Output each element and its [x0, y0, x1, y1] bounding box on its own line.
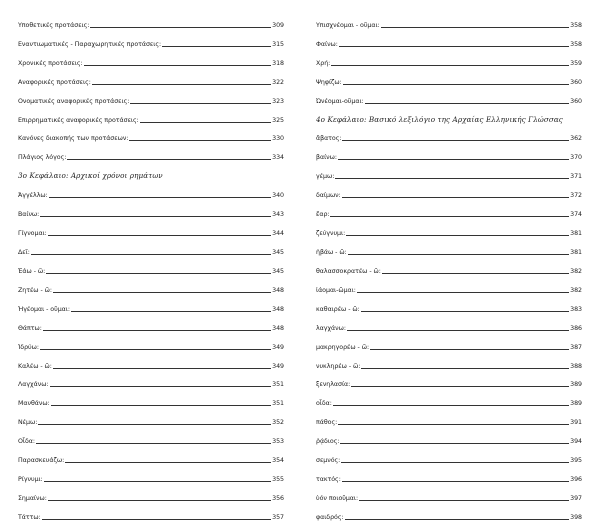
entry-label: ζεύγνυμι: — [316, 230, 346, 238]
page-number: 357 — [272, 513, 284, 521]
page-number: 344 — [272, 230, 284, 238]
toc-entry[interactable] — [18, 88, 284, 107]
leader-line — [65, 462, 271, 463]
page-number: 398 — [570, 513, 582, 521]
toc-entry[interactable] — [316, 163, 582, 182]
toc-entry[interactable] — [18, 466, 284, 485]
toc-entry[interactable] — [316, 372, 582, 391]
page-number: 334 — [272, 154, 284, 162]
toc-entry[interactable] — [18, 12, 284, 31]
leader-line — [31, 254, 271, 255]
page-number: 343 — [272, 211, 284, 219]
entry-label: Σημαίνω: — [18, 494, 47, 502]
entry-label: πάθος: — [316, 419, 338, 427]
entry-label: νυκληρέω - ῶ: — [316, 362, 361, 370]
toc-entry[interactable] — [316, 390, 582, 409]
toc-entry[interactable] — [18, 220, 284, 239]
entry-label: φαιδρός: — [316, 513, 344, 521]
page-number: 355 — [272, 476, 284, 484]
leader-line — [342, 140, 569, 141]
leader-line — [46, 273, 271, 274]
entry-label: Οἶδα: — [18, 438, 35, 446]
leader-line — [36, 443, 271, 444]
toc-entry[interactable] — [316, 126, 582, 145]
toc-entry[interactable] — [18, 69, 284, 88]
toc-entry[interactable] — [316, 182, 582, 201]
leader-line — [340, 443, 569, 444]
page-number: 330 — [272, 135, 284, 143]
entry-label: Θάπτω: — [18, 324, 42, 332]
toc-entry[interactable] — [316, 144, 582, 163]
page-number: 387 — [570, 343, 582, 351]
entry-label: ῥᾴδιος: — [316, 438, 340, 446]
entry-label: τακτός: — [316, 476, 341, 484]
page-number: 309 — [272, 21, 284, 29]
entry-label: Χρή: — [316, 59, 331, 67]
entry-label: λαγχάνω: — [316, 324, 346, 332]
entry-label: καθαιρέω - ῶ: — [316, 305, 360, 313]
toc-entry[interactable] — [316, 239, 582, 258]
leader-line — [359, 500, 569, 501]
toc-entry[interactable] — [316, 353, 582, 372]
toc-entry[interactable] — [18, 144, 284, 163]
entry-label: Καλέω - ῶ: — [18, 362, 52, 370]
page-number: 353 — [272, 438, 284, 446]
toc-entry[interactable] — [18, 428, 284, 447]
leader-line — [347, 330, 569, 331]
page-number: 345 — [272, 248, 284, 256]
toc-entry[interactable] — [316, 69, 582, 88]
page-number: 382 — [570, 286, 582, 294]
page-number: 345 — [272, 267, 284, 275]
page-number: 397 — [570, 494, 582, 502]
toc-entry[interactable] — [316, 485, 582, 504]
toc-entry[interactable] — [316, 428, 582, 447]
toc-entry[interactable] — [18, 107, 284, 126]
toc-entry[interactable] — [316, 334, 582, 353]
leader-line — [130, 103, 271, 104]
entry-label: ὑόν ποιοῦμαι: — [316, 494, 359, 502]
page-number: 322 — [272, 78, 284, 86]
toc-entry[interactable] — [18, 353, 284, 372]
page-number: 358 — [570, 40, 582, 48]
toc-entry[interactable] — [316, 50, 582, 69]
page-number: 340 — [272, 192, 284, 200]
entry-label: οἶδα: — [316, 400, 332, 408]
entry-label: Ὠνέομαι-οῦμαι: — [316, 97, 364, 105]
entry-label: ἄβατος: — [316, 135, 342, 143]
leader-line — [71, 311, 271, 312]
entry-label: Φαίνω: — [316, 40, 338, 48]
page-number: 396 — [570, 476, 582, 484]
toc-entry[interactable] — [316, 258, 582, 277]
entry-label: Γίγνομαι: — [18, 230, 47, 238]
toc-entry[interactable] — [18, 409, 284, 428]
page-number: 348 — [272, 324, 284, 332]
page-number: 374 — [570, 211, 582, 219]
toc-entry[interactable] — [18, 201, 284, 220]
leader-line — [381, 27, 569, 28]
entry-label: Ρίγνυμι: — [18, 476, 43, 484]
chapter-heading: 3ο Κεφάλαιο: Αρχικοί χρόνοι ρημάτων — [18, 171, 163, 181]
entry-label: Βαίνω: — [18, 211, 40, 219]
toc-entry[interactable] — [316, 12, 582, 31]
toc-entry[interactable] — [316, 277, 582, 296]
toc-entry[interactable] — [316, 201, 582, 220]
toc-entry[interactable] — [316, 88, 582, 107]
toc-entry[interactable] — [18, 239, 284, 258]
toc-entry[interactable] — [18, 31, 284, 50]
entry-label: ξενηλασία: — [316, 381, 351, 389]
entry-label: Υποθετικές προτάσεις: — [18, 21, 90, 29]
entry-label: ἔαρ: — [316, 211, 330, 219]
entry-label: Νέμω: — [18, 419, 38, 427]
leader-line — [370, 349, 569, 350]
leader-line — [361, 368, 569, 369]
toc-entry[interactable] — [316, 31, 582, 50]
leader-line — [357, 292, 569, 293]
entry-label: Τάττω: — [18, 513, 41, 521]
leader-line — [341, 462, 569, 463]
toc-entry[interactable] — [316, 504, 582, 523]
entry-label: Επιρρηματικές αναφορικές προτάσεις: — [18, 116, 139, 124]
page-number: 391 — [570, 419, 582, 427]
leader-line — [49, 197, 271, 198]
entry-label: δαίμων: — [316, 192, 341, 200]
page-number: 388 — [570, 362, 582, 370]
page-number: 356 — [272, 494, 284, 502]
page-number: 348 — [272, 305, 284, 313]
page-number: 381 — [570, 230, 582, 238]
toc-entry[interactable] — [18, 182, 284, 201]
toc-entry[interactable] — [18, 50, 284, 69]
page-number: 371 — [570, 173, 582, 181]
page-number: 352 — [272, 419, 284, 427]
page-number: 315 — [272, 40, 284, 48]
toc-entry[interactable] — [18, 126, 284, 145]
entry-label: Αναφορικές προτάσεις: — [18, 78, 91, 86]
toc-entry[interactable] — [18, 504, 284, 523]
page-number: 395 — [570, 457, 582, 465]
entry-label: θαλασσοκρατέω - ῶ: — [316, 267, 381, 275]
entry-label: Πλάγιος λόγος: — [18, 154, 67, 162]
page-number: 360 — [570, 97, 582, 105]
entry-label: Λαγχάνω: — [18, 381, 49, 389]
page-number: 348 — [272, 286, 284, 294]
entry-label: ἡβάω - ῶ: — [316, 248, 347, 256]
leader-line — [343, 84, 569, 85]
page-number: 359 — [570, 59, 582, 67]
page-number: 394 — [570, 438, 582, 446]
leader-line — [40, 349, 271, 350]
leader-line — [331, 65, 569, 66]
toc-entry[interactable] — [18, 296, 284, 315]
leader-line — [342, 481, 569, 482]
page-number: 389 — [570, 400, 582, 408]
toc-entry[interactable] — [18, 258, 284, 277]
leader-line — [84, 65, 272, 66]
leader-line — [38, 424, 271, 425]
page-number: 351 — [272, 381, 284, 389]
leader-line — [361, 311, 569, 312]
page-number: 370 — [570, 154, 582, 162]
leader-line — [162, 46, 271, 47]
leader-line — [43, 330, 271, 331]
page-number: 389 — [570, 381, 582, 389]
entry-label: Μανθάνω: — [18, 400, 50, 408]
leader-line — [129, 140, 271, 141]
toc-left-column — [18, 12, 284, 523]
page-number: 362 — [570, 135, 582, 143]
entry-label: Ἐάω - ῶ: — [18, 267, 46, 275]
leader-line — [382, 273, 569, 274]
leader-line — [50, 386, 272, 387]
toc-entry[interactable] — [316, 409, 582, 428]
leader-line — [338, 159, 569, 160]
toc-entry[interactable] — [316, 220, 582, 239]
toc-entry[interactable] — [18, 372, 284, 391]
entry-label: Ονοματικές αναφορικές προτάσεις: — [18, 97, 130, 105]
leader-line — [365, 103, 570, 104]
page-number: 381 — [570, 248, 582, 256]
entry-label: Δεῖ: — [18, 248, 30, 256]
entry-label: Ἡγέομαι - οῦμαι: — [18, 305, 70, 313]
entry-label: Ζητέω - ῶ: — [18, 286, 52, 294]
leader-line — [40, 216, 271, 217]
leader-line — [53, 292, 271, 293]
entry-label: σεμνός: — [316, 457, 341, 465]
page-number: 349 — [272, 362, 284, 370]
entry-label: βαίνω: — [316, 154, 337, 162]
leader-line — [333, 405, 569, 406]
leader-line — [346, 235, 569, 236]
entry-label: γέμω: — [316, 173, 335, 181]
leader-line — [48, 235, 271, 236]
page-number: 325 — [272, 116, 284, 124]
page-number: 351 — [272, 400, 284, 408]
page-number: 318 — [272, 59, 284, 67]
toc-entry[interactable] — [18, 315, 284, 334]
leader-line — [342, 197, 569, 198]
page-number: 386 — [570, 324, 582, 332]
leader-line — [44, 481, 271, 482]
page-number: 323 — [272, 97, 284, 105]
page-number: 372 — [570, 192, 582, 200]
entry-label: Υπισχνέομαι - οῦμαι: — [316, 21, 380, 29]
leader-line — [140, 122, 271, 123]
entry-label: μακρηγορέω - ῶ: — [316, 343, 370, 351]
toc-entry[interactable] — [18, 334, 284, 353]
toc-entry[interactable] — [316, 296, 582, 315]
leader-line — [92, 84, 271, 85]
toc-entry[interactable] — [316, 315, 582, 334]
entry-label: Ψηφίζω: — [316, 78, 342, 86]
toc-entry[interactable] — [316, 447, 582, 466]
leader-line — [339, 46, 569, 47]
toc-entry[interactable] — [18, 277, 284, 296]
leader-line — [53, 368, 271, 369]
leader-line — [42, 519, 271, 520]
toc-entry[interactable] — [316, 466, 582, 485]
page-number: 382 — [570, 267, 582, 275]
leader-line — [330, 216, 569, 217]
entry-label: Κανόνες διακοπής των προτάσεων: — [18, 135, 129, 143]
toc-entry[interactable] — [18, 447, 284, 466]
entry-label: Εναντιωματικές - Παραχωρητικές προτάσεις: — [18, 40, 162, 48]
entry-label: Ἱδρύω: — [18, 343, 39, 351]
toc-entry[interactable] — [18, 390, 284, 409]
leader-line — [67, 159, 271, 160]
leader-line — [90, 27, 271, 28]
entry-label: Παρασκευάζω: — [18, 457, 65, 465]
leader-line — [348, 254, 569, 255]
leader-line — [338, 424, 569, 425]
leader-line — [351, 386, 569, 387]
leader-line — [51, 405, 272, 406]
page-number: 360 — [570, 78, 582, 86]
page-number: 349 — [272, 343, 284, 351]
leader-line — [345, 519, 570, 520]
leader-line — [335, 178, 569, 179]
page-number: 383 — [570, 305, 582, 313]
page-number: 358 — [570, 21, 582, 29]
entry-label: Χρονικές προτάσεις: — [18, 59, 83, 67]
entry-label: Άγγέλλω: — [18, 192, 48, 200]
toc-entry[interactable] — [18, 485, 284, 504]
chapter-heading: 4ο Κεφάλαιο: Βασικό λεξιλόγιο της Αρχαίας Ελληνικής Γλώσσας — [316, 114, 563, 124]
page-number: 354 — [272, 457, 284, 465]
leader-line — [48, 500, 271, 501]
entry-label: ἰάομαι-ῶμαι: — [316, 286, 356, 294]
toc-right-column — [316, 12, 582, 523]
